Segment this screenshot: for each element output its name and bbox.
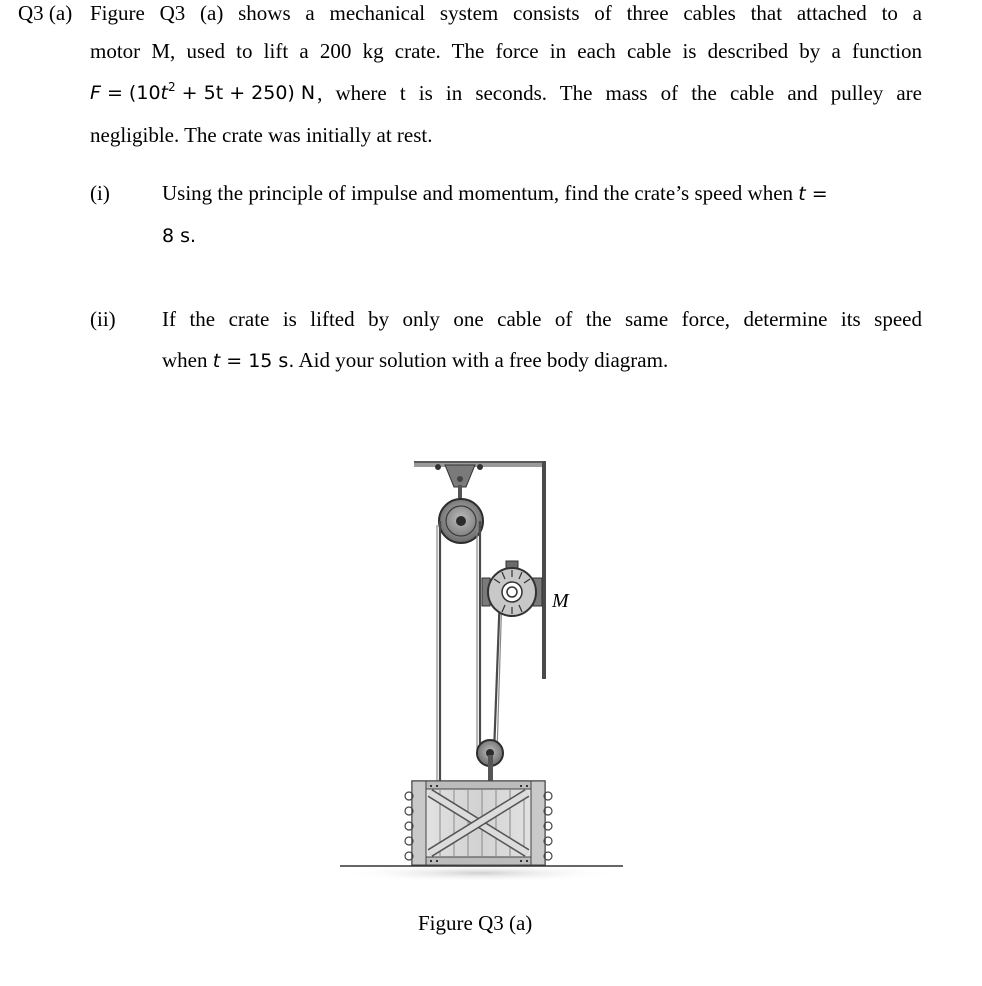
formula-exponent: 2 bbox=[167, 79, 176, 94]
part-i-text: Using the principle of impulse and momentum, find the crate’s speed when bbox=[162, 181, 794, 205]
part-ii-var: t bbox=[212, 350, 221, 372]
intro-line-3-tail: , where t is in seconds. The mass of the cable and pulley are bbox=[317, 81, 922, 105]
part-ii-when: when bbox=[162, 348, 208, 372]
pulley-system-figure bbox=[330, 455, 630, 885]
crate-pulley bbox=[477, 740, 503, 787]
part-i-var: t bbox=[798, 183, 806, 205]
part-i-line-1 bbox=[162, 180, 828, 207]
intro-line-2: motor M, used to lift a 200 kg crate. The force in each cable is described by a function bbox=[90, 39, 922, 63]
part-ii-tail: Aid your solution with a free body diagram. bbox=[294, 348, 669, 372]
intro-line-4: negligible. The crate was initially at rest. bbox=[90, 123, 433, 147]
motor bbox=[482, 561, 570, 616]
part-i-label: (i) bbox=[90, 181, 110, 205]
part-ii-line-1: If the crate is lifted by only one cable of the same force, determine its speed bbox=[162, 307, 922, 331]
crate bbox=[405, 781, 552, 865]
figure-caption: Figure Q3 (a) bbox=[418, 911, 533, 935]
intro-line-3 bbox=[90, 80, 922, 106]
part-ii-line-2 bbox=[162, 347, 668, 374]
formula-eq: = (10 bbox=[100, 82, 161, 104]
part-i-eq: = bbox=[805, 183, 828, 205]
force-formula bbox=[90, 80, 315, 106]
part-i-line-2: 8 s. bbox=[162, 225, 197, 247]
question-label: Q3 (a) bbox=[18, 1, 73, 25]
formula-t: t bbox=[160, 82, 168, 104]
part-ii-label: (ii) bbox=[90, 307, 116, 331]
formula-lhs: F bbox=[90, 82, 101, 104]
ground bbox=[340, 864, 623, 882]
formula-rest: + 5t + 250) N bbox=[175, 82, 316, 104]
motor-label: M bbox=[552, 590, 569, 612]
intro-line-1: Figure Q3 (a) shows a mechanical system consists of three cables that attached to a bbox=[90, 1, 922, 25]
part-ii-eq: = 15 s. bbox=[220, 350, 295, 372]
